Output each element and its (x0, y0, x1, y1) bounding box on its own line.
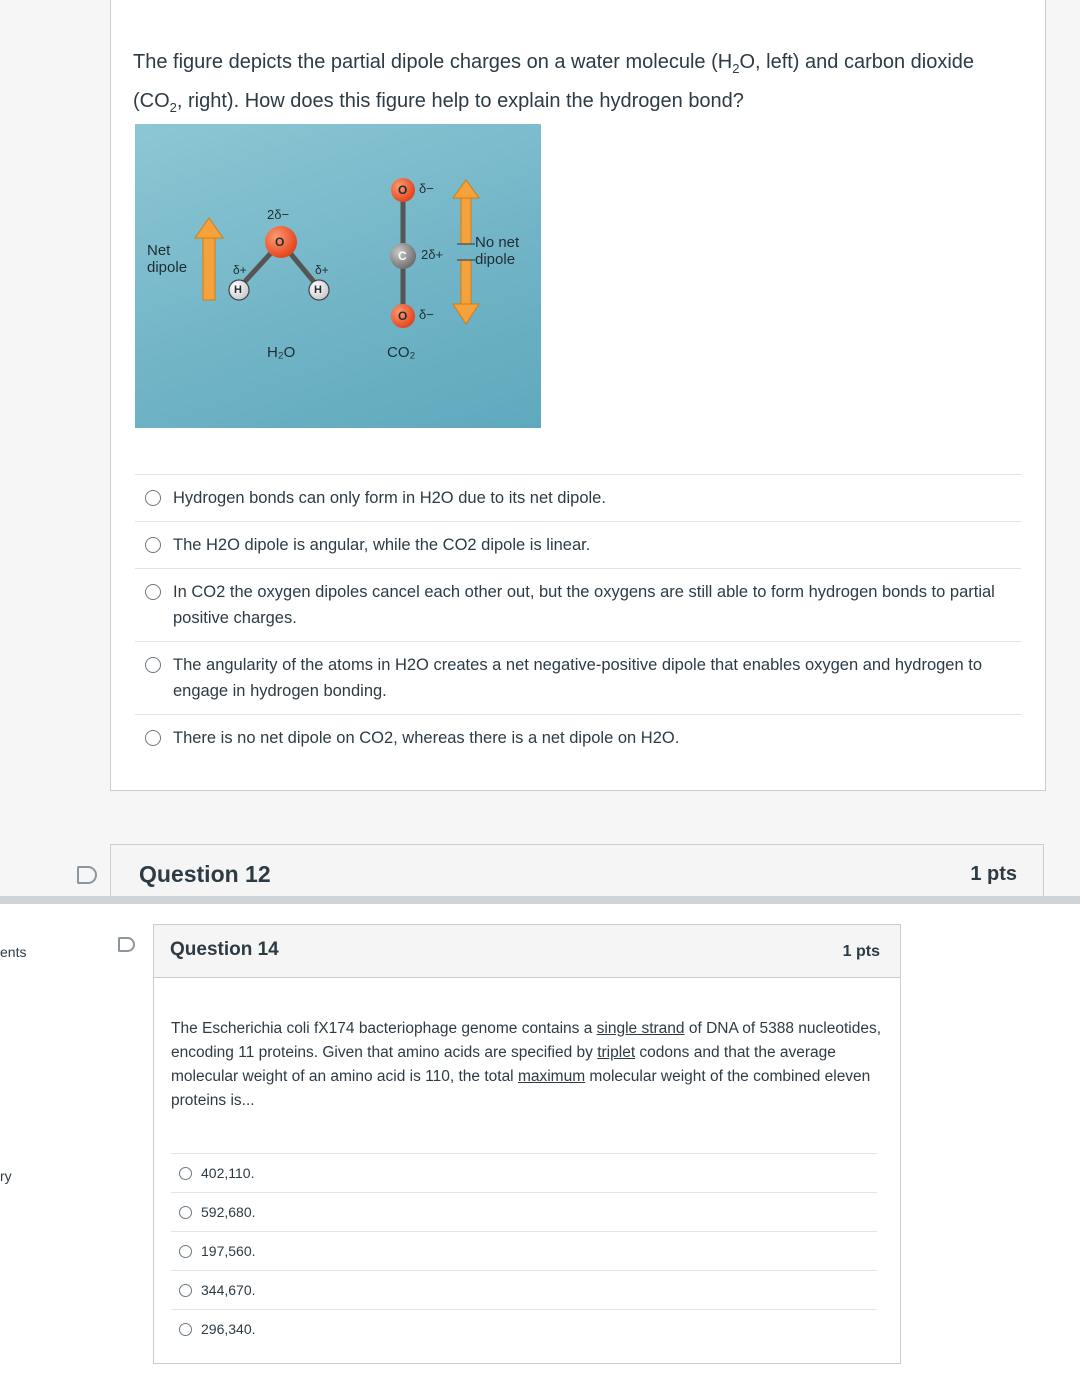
water-oxygen-symbol: O (275, 235, 285, 249)
radio-button[interactable] (179, 1245, 192, 1258)
water-hydrogen-symbol: H (314, 284, 322, 296)
answer-option[interactable] (171, 1231, 877, 1270)
answer-option[interactable] (171, 1270, 877, 1309)
flag-question-icon[interactable] (118, 937, 135, 952)
co2-oxygen-symbol: O (398, 309, 408, 323)
answer-option[interactable] (171, 1153, 877, 1192)
question-14-points: 1 pts (842, 943, 880, 960)
question-12-header (110, 844, 1044, 897)
question-14-title: Question 14 (170, 939, 279, 960)
radio-button[interactable] (145, 537, 161, 553)
answer-label: There is no net dipole on CO2, whereas there is a net dipole on H2O. (173, 729, 680, 747)
co2-oxygen-symbol: O (398, 183, 408, 197)
radio-button[interactable] (179, 1323, 192, 1336)
co2-down-arrow (453, 260, 479, 324)
answer-label: The angularity of the atoms in H2O creates a net negative-positive dipole that enables oxygen and hydrogen to engage in hydrogen bonding. (173, 656, 983, 700)
co2-oxygen-charge: δ− (419, 307, 434, 322)
h2o-label: H₂O (267, 344, 296, 361)
net-dipole-arrow (195, 218, 223, 300)
water-hydrogen-charge: δ+ (233, 263, 247, 277)
water-oxygen-charge: 2δ− (267, 207, 290, 222)
answer-label: 592,680. (201, 1204, 256, 1220)
answer-label: 197,560. (201, 1243, 256, 1259)
question-14-card (153, 924, 901, 1364)
dipole-figure (135, 124, 541, 428)
answer-label: 296,340. (201, 1321, 256, 1337)
answer-label: The H2O dipole is angular, while the CO2 dipole is linear. (173, 536, 591, 554)
co2-oxygen-charge: δ− (419, 181, 434, 196)
answer-label: Hydrogen bonds can only form in H2O due to its net dipole. (173, 489, 606, 507)
answer-label: In CO2 the oxygen dipoles cancel each other out, but the oxygens are still able to form hydrogen bonds to partial positive charges. (173, 583, 995, 627)
question-11-text: The figure depicts the partial dipole charges on a water molecule ($H_2O$, left) and carbon dioxide ($CO_2$, right). How does this figure help to explain the hydrogen bond? (133, 51, 975, 115)
radio-button[interactable] (145, 490, 161, 506)
co2-carbon-charge: 2δ+ (421, 247, 444, 262)
flag-question-icon[interactable] (77, 866, 97, 884)
radio-button[interactable] (179, 1284, 192, 1297)
water-hydrogen-symbol: H (234, 284, 242, 296)
question-14-header (154, 925, 900, 978)
radio-button[interactable] (179, 1167, 192, 1180)
molecule-diagram (135, 124, 541, 428)
radio-button[interactable] (145, 657, 161, 673)
radio-button[interactable] (179, 1206, 192, 1219)
radio-button[interactable] (145, 584, 161, 600)
question-14-text: The Escherichia coli fX174 bacteriophage genome contains a single strand of DNA of 5388 nucleotides, encoding 11 proteins. Given that amino acids are specified by triplet codons and that the average molecular weight of an amino acid is 110, the total maximum molecular weight of the combined eleven proteins is... (171, 1020, 882, 1109)
water-hydrogen-charge: δ+ (315, 263, 329, 277)
radio-button[interactable] (145, 730, 161, 746)
answer-option[interactable] (171, 1192, 877, 1231)
no-net-dipole-label: No net dipole (475, 234, 520, 268)
sidebar-item[interactable]: ry (0, 1168, 12, 1184)
answer-option[interactable] (135, 641, 1021, 714)
co2-carbon-symbol: C (398, 249, 407, 263)
answer-label: 402,110. (201, 1165, 255, 1181)
question-14-answers (171, 1153, 877, 1348)
question-11-card (110, 0, 1046, 791)
sidebar-item[interactable]: ents (0, 944, 27, 960)
co2-label: CO₂ (387, 344, 416, 361)
screenshot-bottom (0, 904, 1080, 1399)
question-11-answers (135, 474, 1021, 761)
net-dipole-label: Net dipole (147, 242, 188, 276)
answer-option[interactable] (135, 714, 1021, 761)
answer-option[interactable] (171, 1309, 877, 1348)
answer-label: 344,670. (201, 1282, 256, 1298)
question-12-points: 1 pts (970, 863, 1017, 885)
answer-option[interactable] (135, 568, 1021, 641)
answer-option[interactable] (135, 474, 1021, 521)
question-12-title: Question 12 (139, 861, 271, 887)
screenshot-divider (0, 896, 1080, 904)
answer-option[interactable] (135, 521, 1021, 568)
